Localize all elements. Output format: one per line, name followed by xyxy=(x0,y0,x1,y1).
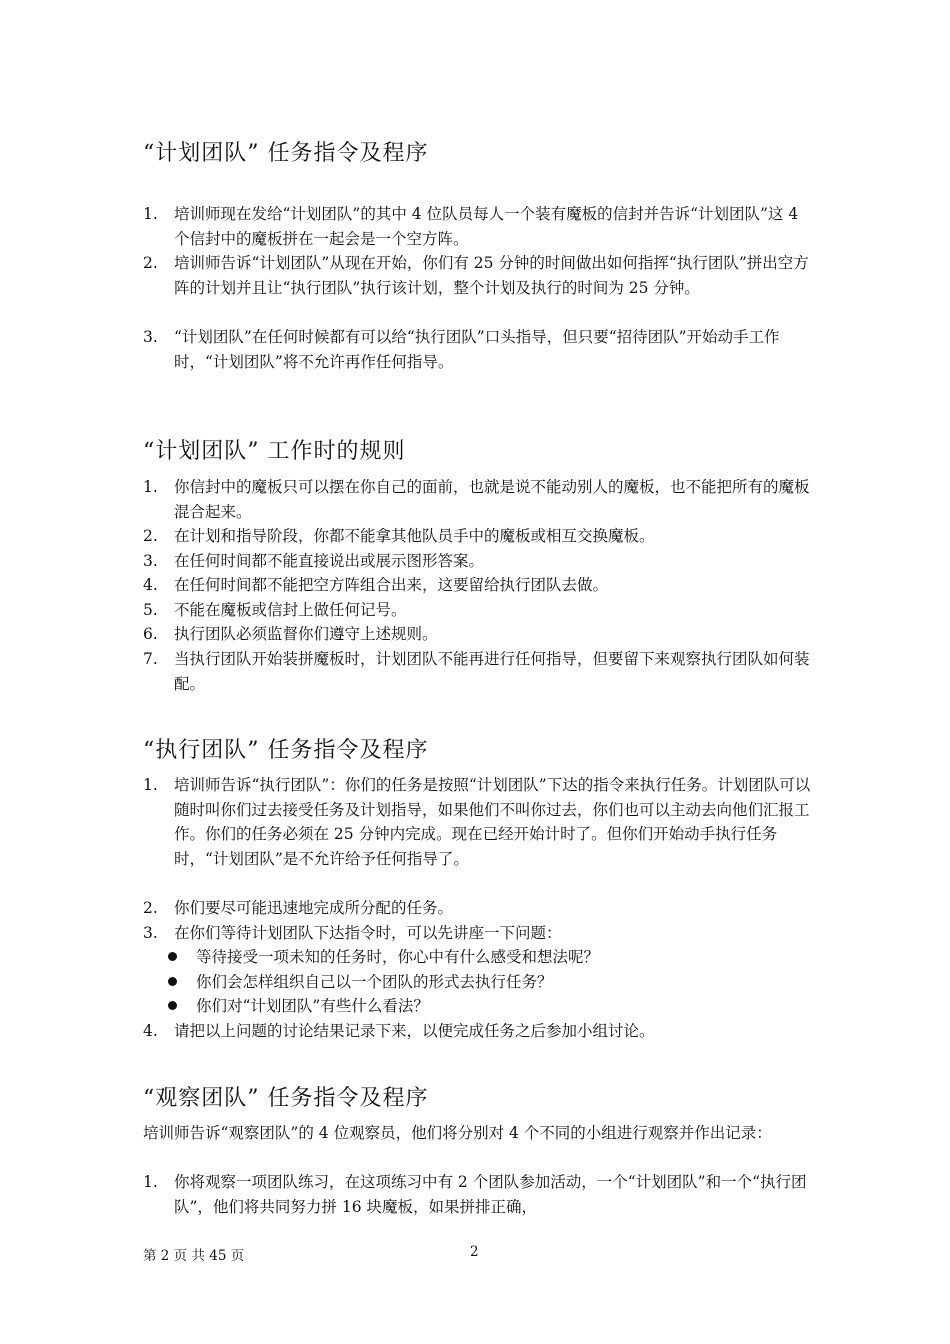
section-heading-plan-team-rules: “计划团队” 工作时的规则 xyxy=(143,439,406,464)
list-item xyxy=(143,598,815,623)
list-item xyxy=(143,573,815,598)
bullet-text: 你们会怎样组织自己以一个团队的形式去执行任务？ xyxy=(196,973,553,991)
list-item xyxy=(143,622,815,647)
list-item-number: 5. xyxy=(143,601,158,619)
bullet-item xyxy=(168,994,429,1019)
list-item-text: 培训师现在发给“计划团队”的其中 4 位队员每人一个装有魔板的信封并告诉“计划团队”这 4 个信封中的魔板拼在一起会是一个空方阵。 xyxy=(174,205,799,248)
list-item-number: 1. xyxy=(143,1173,158,1191)
list-item-text: 在任何时间都不能直接说出或展示图形答案。 xyxy=(174,552,485,570)
list-item-number: 1. xyxy=(143,478,158,496)
list-item xyxy=(143,251,815,300)
list-item xyxy=(143,896,815,921)
list-item-number: 6. xyxy=(143,625,158,643)
section-heading-observe-team-tasks: “观察团队” 任务指令及程序 xyxy=(143,1086,429,1111)
list-item-number: 4. xyxy=(143,576,158,594)
list-item xyxy=(143,549,815,574)
list-item-text: 不能在魔板或信封上做任何记号。 xyxy=(174,601,407,619)
list-item-number: 1. xyxy=(143,776,158,794)
section-heading-plan-team-tasks: “计划团队” 任务指令及程序 xyxy=(143,141,429,166)
list-item-text: 培训师告诉“计划团队”从现在开始，你们有 25 分钟的时间做出如何指挥“执行团队”拼出空方阵的计划并且让“执行团队”执行该计划，整个计划及执行的时间为 25 分钟。 xyxy=(174,254,809,297)
bullet-dot-icon xyxy=(168,977,177,986)
bullet-dot-icon xyxy=(168,1001,177,1010)
list-item-text: 在任何时间都不能把空方阵组合出来，这要留给执行团队去做。 xyxy=(174,576,609,594)
list-item xyxy=(143,773,815,871)
list-item-text: 在计划和指导阶段，你都不能拿其他队员手中的魔板或相互交换魔板。 xyxy=(174,527,655,545)
bullet-dot-icon xyxy=(168,952,177,961)
list-item-number: 2. xyxy=(143,254,158,272)
list-item-number: 3. xyxy=(143,924,158,942)
list-item xyxy=(143,475,815,524)
list-item xyxy=(143,647,815,696)
list-item-text: 执行团队必须监督你们遵守上述规则。 xyxy=(174,625,438,643)
list-item-text: 你信封中的魔板只可以摆在你自己的面前，也就是说不能动别人的魔板，也不能把所有的魔板混合起来。 xyxy=(174,478,810,521)
intro-paragraph: 培训师告诉“观察团队”的 4 位观察员，他们将分别对 4 个不同的小组进行观察并作出记录： xyxy=(143,1124,772,1142)
bullet-item xyxy=(168,970,553,995)
list-item xyxy=(143,1019,815,1044)
bullet-text: 你们对“计划团队”有些什么看法？ xyxy=(196,997,429,1015)
list-item-number: 7. xyxy=(143,650,158,668)
list-item xyxy=(143,325,815,374)
bullet-item xyxy=(168,945,599,970)
list-item-text: 你们要尽可能迅速地完成所分配的任务。 xyxy=(174,899,454,917)
list-item xyxy=(143,202,815,251)
list-item xyxy=(143,921,815,946)
list-item-number: 1. xyxy=(143,205,158,223)
list-item-number: 3. xyxy=(143,552,158,570)
list-item-text: 你将观察一项团队练习，在这项练习中有 2 个团队参加活动，一个“计划团队”和一个“执行团队”，他们将共同努力拼 16 块魔板，如果拼排正确， xyxy=(174,1173,807,1216)
list-item-number: 4. xyxy=(143,1022,158,1040)
section-heading-exec-team-tasks: “执行团队” 任务指令及程序 xyxy=(143,738,429,763)
list-item-number: 2. xyxy=(143,899,158,917)
list-item-text: “计划团队”在任何时候都有可以给“执行团队”口头指导，但只要“招待团队”开始动手工作时，“计划团队”将不允许再作任何指导。 xyxy=(174,328,780,371)
footer-page-info: 第 2 页 共 45 页 xyxy=(143,1248,245,1264)
list-item xyxy=(143,1170,815,1219)
bullet-text: 等待接受一项未知的任务时，你心中有什么感受和想法呢？ xyxy=(196,948,600,966)
list-item-text: 培训师告诉“执行团队”：你们的任务是按照“计划团队”下达的指令来执行任务。计划团队可以随时叫你们过去接受任务及计划指导，如果他们不叫你过去，你们也可以主动去向他们汇报工作。你们的任务必须在 25 分钟内完成。现在已经开始计时了。但你们开始动手执行任务时，“计划团队”是不允许给予任何指导了。 xyxy=(174,776,811,868)
list-item-text: 请把以上问题的讨论结果记录下来，以便完成任务之后参加小组讨论。 xyxy=(174,1022,655,1040)
list-item xyxy=(143,524,815,549)
list-item-text: 在你们等待计划团队下达指令时，可以先讲座一下问题： xyxy=(174,924,562,942)
footer-page-number: 2 xyxy=(470,1244,479,1260)
list-item-text: 当执行团队开始装拼魔板时，计划团队不能再进行任何指导，但要留下来观察执行团队如何装配。 xyxy=(174,650,810,693)
list-item-number: 2. xyxy=(143,527,158,545)
list-item-number: 3. xyxy=(143,328,158,346)
